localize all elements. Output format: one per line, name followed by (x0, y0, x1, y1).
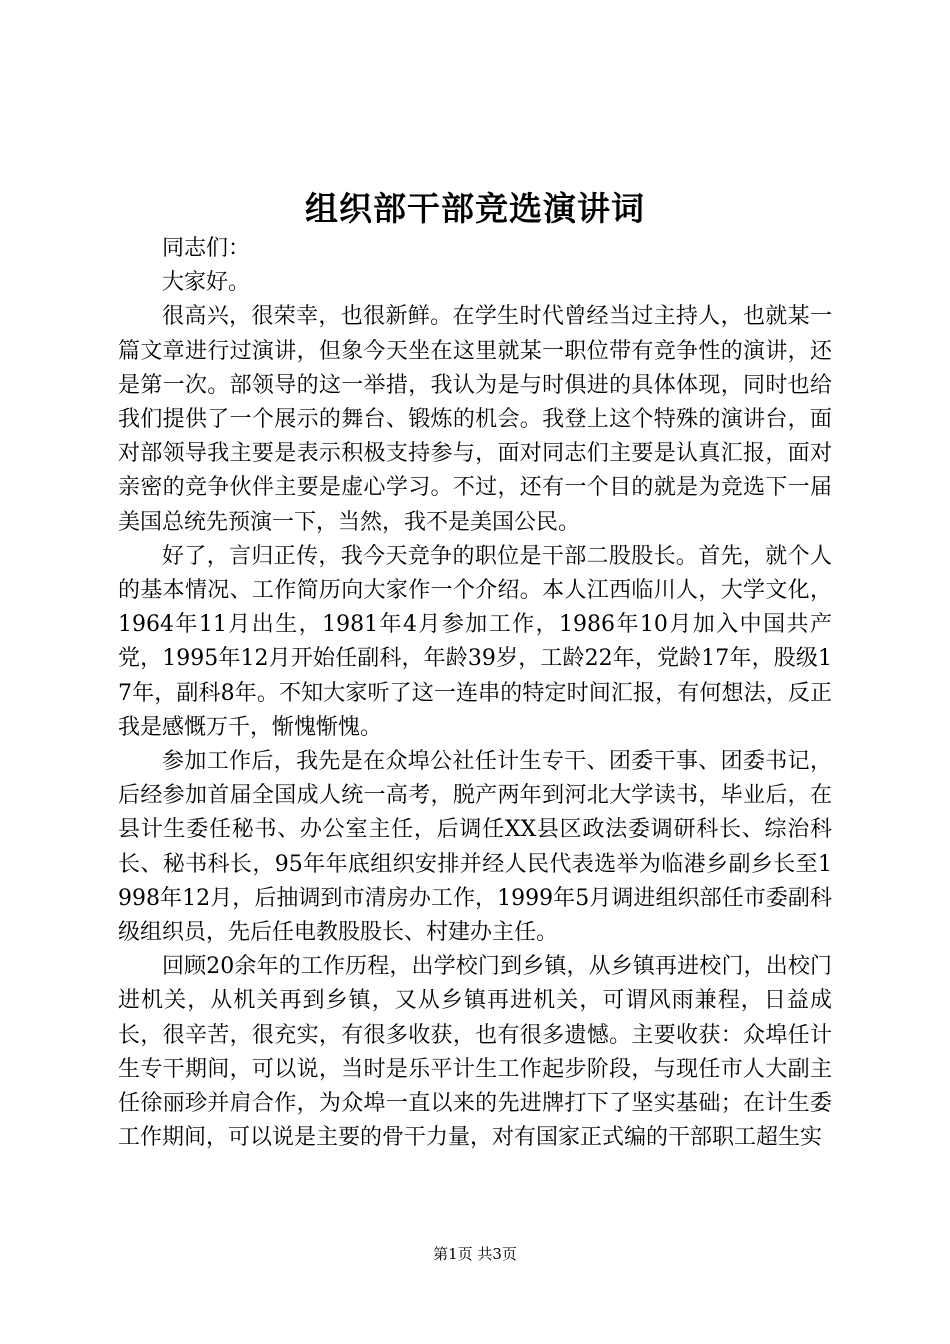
page-number-footer: 第1页 共3页 (433, 1245, 517, 1263)
paragraph-review: 回顾20余年的工作历程，出学校门到乡镇，从乡镇再进校门，出校门进机关，从机关再到乡镇，又从乡镇再进机关，可谓风雨兼程，日益成长，很辛苦，很充实，有很多收获，也有很多遗憾。主要收获：众埠任计生专干期间，可以说，当时是乐平计生工作起步阶段，与现任市人大副主任徐丽珍并肩合作，为众埠一直以来的先进牌打下了坚实基础；在计生委工作期间，可以说是主要的骨干力量，对有国家正式编的干部职工超生实 (118, 954, 832, 1151)
paragraph-greeting: 大家好。 (162, 270, 251, 296)
paragraph-work-history: 参加工作后，我先是在众埠公社任计生专干、团委干事、团委书记，后经参加首届全国成人统一高考，脱产两年到河北大学读书，毕业后，在县计生委任秘书、办公室主任，后调任XX县区政法委调研科长、综治科长、秘书科长，95年年底组织安排并经人民代表选举为临港乡副乡长至1998年12月，后抽调到市清房办工作，1999年5月调进组织部任市委副科级组织员，先后任电教股股长、村建办主任。 (118, 749, 832, 946)
paragraph-opening: 很高兴，很荣幸，也很新鲜。在学生时代曾经当过主持人，也就某一篇文章进行过演讲，但象今天坐在这里就某一职位带有竞争性的演讲，还是第一次。部领导的这一举措，我认为是与时俱进的具体体现，同时也给我们提供了一个展示的舞台、锻炼的机会。我登上这个特殊的演讲台，面对部领导我主要是表示积极支持参与，面对同志们主要是认真汇报，面对亲密的竞争伙伴主要是虚心学习。不过，还有一个目的就是为竞选下一届美国总统先预演一下，当然，我不是美国公民。 (118, 304, 832, 535)
document-body (118, 232, 832, 1155)
paragraph-personal-info: 好了，言归正传，我今天竞争的职位是干部二股股长。首先，就个人的基本情况、工作简历向大家作一个介绍。本人江西临川人，大学文化，1964年11月出生，1981年4月参加工作，1986年10月加入中国共产党，1995年12月开始任副科，年龄39岁，工龄22年，党龄17年，股级17年，副科8年。不知大家听了这一连串的特定时间汇报，有何想法，反正我是感慨万千，惭愧惭愧。 (118, 543, 832, 740)
document-title: 组织部干部竞选演讲词 (305, 189, 645, 228)
paragraph-salutation: 同志们： (162, 236, 251, 261)
